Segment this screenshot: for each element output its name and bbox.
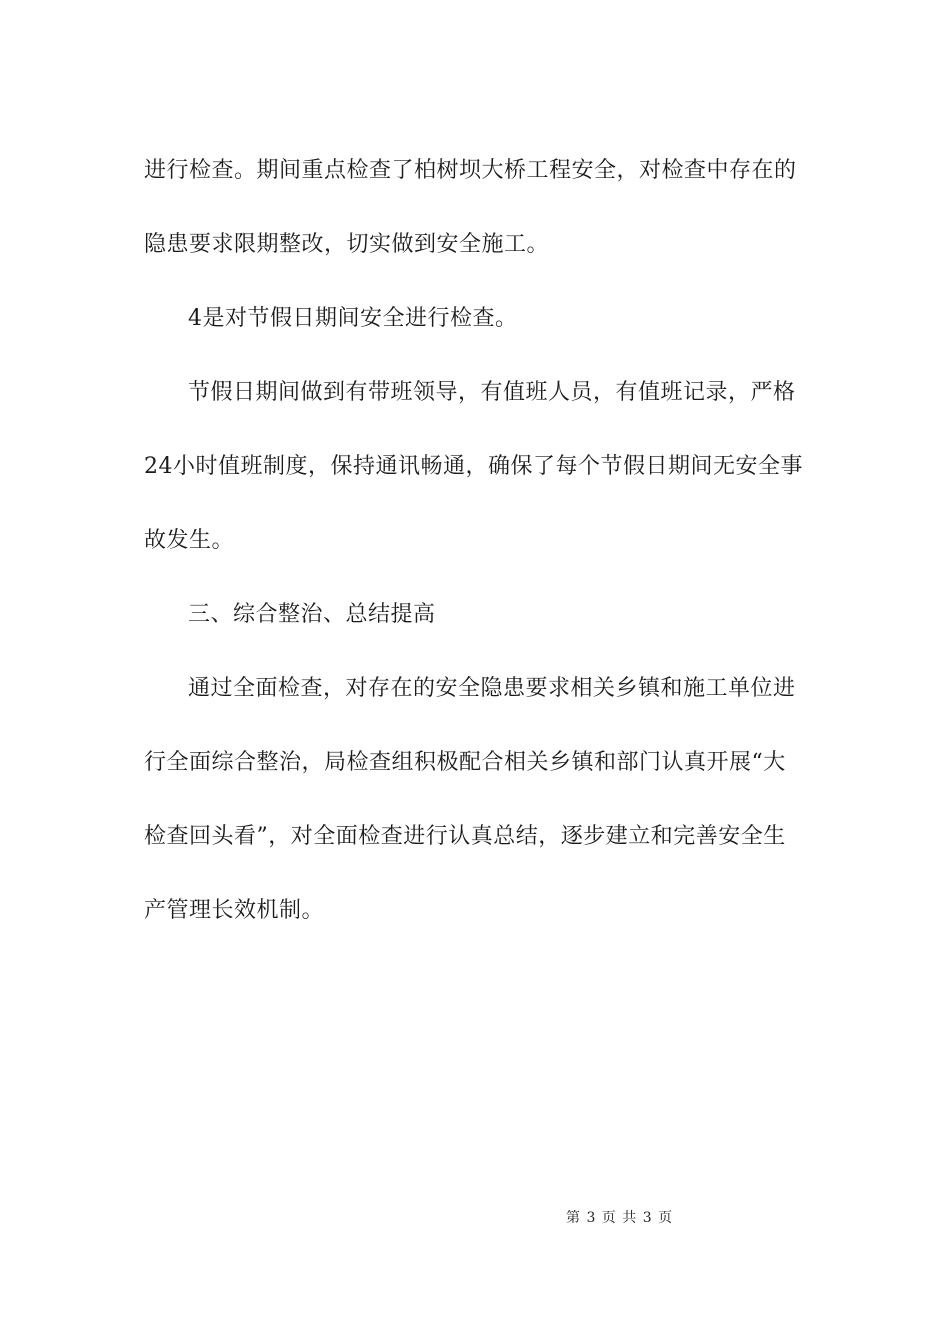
document-body [144,134,806,948]
text-line: 24小时值班制度，保持通讯畅通，确保了每个节假日期间无安全事 [144,454,803,479]
text-line: 进行检查。期间重点检查了柏树坝大桥工程安全，对检查中存在的 [144,158,797,183]
text-line: 行全面综合整治，局检查组积极配合相关乡镇和部门认真开展“大 [144,750,786,775]
page-footer [0,1206,950,1230]
text-line: 故发生。 [144,528,235,553]
section-heading-three [144,578,806,652]
text-line: 4是对节假日期间安全进行检查。 [188,306,518,331]
text-line: 通过全面检查，对存在的安全隐患要求相关乡镇和施工单位进 [188,676,796,701]
text-line: 三、综合整治、总结提高 [188,602,436,627]
text-line: 隐患要求限期整改，切实做到安全施工。 [144,232,550,257]
paragraph-holiday-heading [144,282,806,356]
paragraph-rectification [144,652,806,948]
text-line: 检查回头看”，对全面检查进行认真总结，逐步建立和完善安全生 [144,824,786,849]
page-number-label: 第 3 页 共 3 页 [566,1210,674,1226]
text-line: 产管理长效机制。 [144,898,325,923]
paragraph-continued-inspection [144,134,806,282]
paragraph-holiday-duty [144,356,806,578]
text-line: 节假日期间做到有带班领导，有值班人员，有值班记录，严格 [188,380,796,405]
